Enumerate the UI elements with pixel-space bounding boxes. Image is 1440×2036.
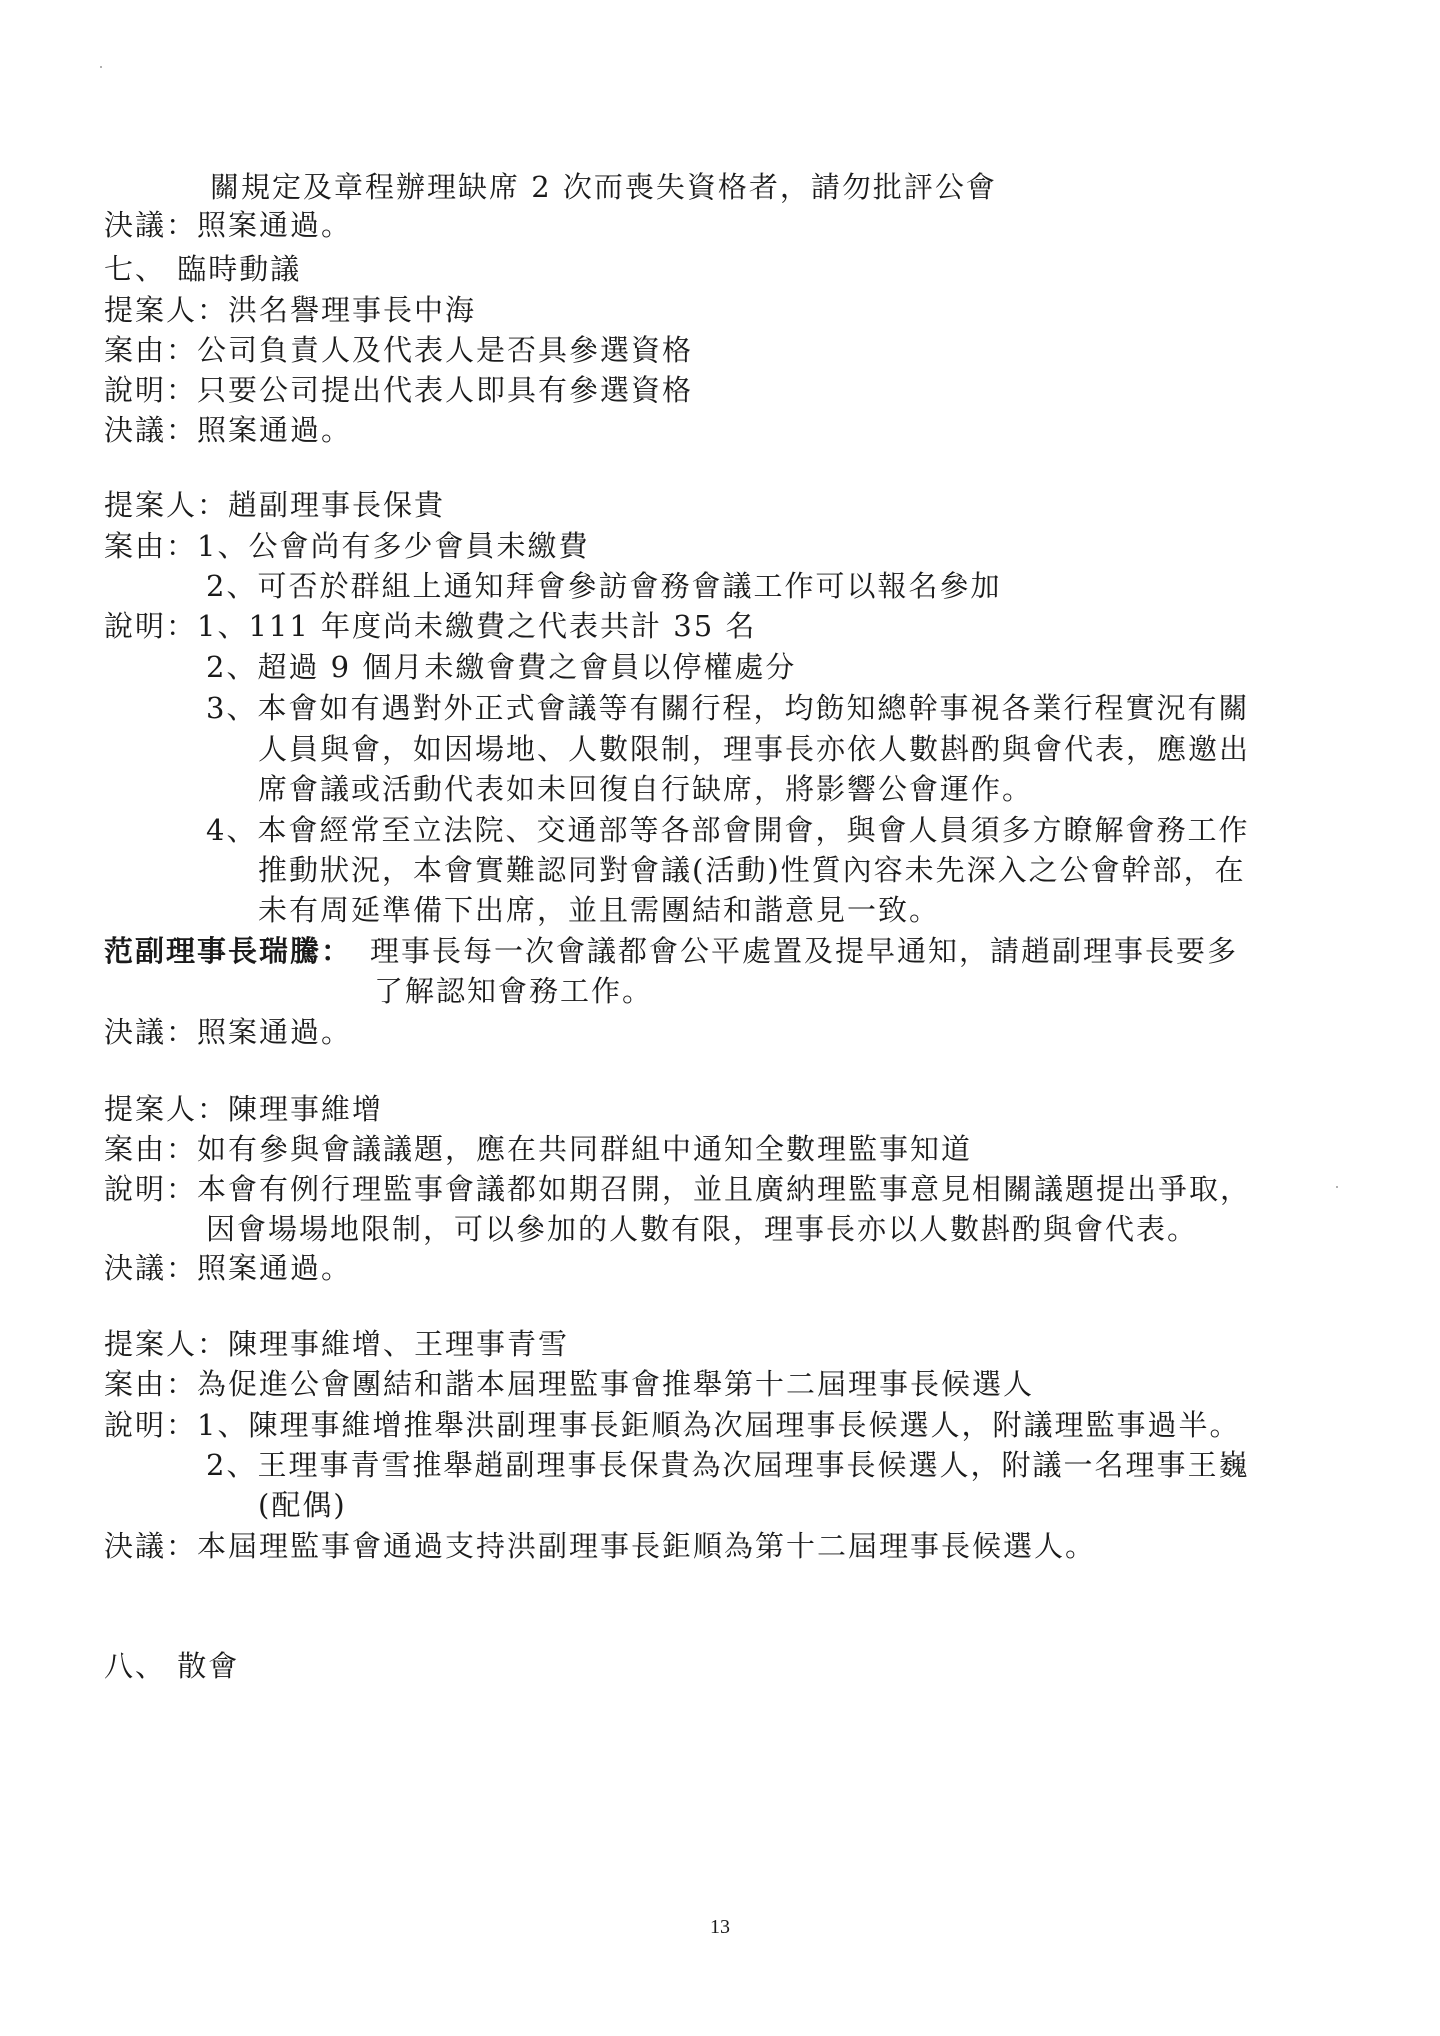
explanation-line: 說明：本會有例行理監事會議都如期召開，並且廣納理監事意見相關議題提出爭取， [104,1172,1252,1206]
explanation-item: 2、超過 9 個月未繳會費之會員以停權處分 [206,650,797,684]
subject-line: 案由：公司負責人及代表人是否具參選資格 [104,333,694,367]
explanation-item: 3、本會如有遇對外正式會議等有關行程，均飭知總幹事視各業行程實況有關 [206,691,1250,725]
resolution-line: 決議：照案通過。 [104,208,353,242]
subject-line: 案由：如有參與會議議題，應在共同群組中通知全數理監事知道 [104,1132,973,1166]
proposer-line: 提案人：洪名譽理事長中海 [104,293,477,327]
explanation-continuation: 未有周延準備下出席，並且需團結和諧意見一致。 [258,893,941,927]
explanation-item: 2、王理事青雪推舉趙副理事長保貴為次屆理事長候選人，附議一名理事王巍 [206,1448,1250,1482]
explanation-continuation: 推動狀況，本會實難認同對會議(活動)性質內容未先深入之公會幹部，在 [258,853,1246,887]
resolution-line: 決議：照案通過。 [104,413,353,447]
page-number: 13 [710,1916,730,1938]
explanation-continuation: 人員與會，如因場地、人數限制，理事長亦依人數斟酌與會代表，應邀出 [258,732,1251,766]
speaker-remark: 理事長每一次會議都會公平處置及提早通知，請趙副理事長要多 [370,934,1239,968]
explanation-line: 說明：只要公司提出代表人即具有參選資格 [104,373,694,407]
explanation-item: 4、本會經常至立法院、交通部等各部會開會，與會人員須多方瞭解會務工作 [206,813,1250,847]
explanation-line: 說明：1、陳理事維增推舉洪副理事長鉅順為次屆理事長候選人，附議理監事過半。 [104,1408,1241,1442]
explanation-continuation: (配偶) [258,1488,347,1522]
section-heading: 八、 散會 [104,1649,240,1683]
proposer-line: 提案人：陳理事維增、王理事青雪 [104,1327,570,1361]
text-line: 關規定及章程辦理缺席 2 次而喪失資格者，請勿批評公會 [210,170,997,204]
explanation-continuation: 因會場場地限制，可以參加的人數有限，理事長亦以人數斟酌與會代表。 [206,1212,1199,1246]
explanation-line: 說明：1、111 年度尚未繳費之代表共計 35 名 [104,609,757,643]
subject-item: 2、可否於群組上通知拜會參訪會務會議工作可以報名參加 [206,569,1002,603]
scan-speck [100,66,102,68]
explanation-continuation: 席會議或活動代表如未回復自行缺席，將影響公會運作。 [258,772,1034,806]
subject-line: 案由：1、公會尚有多少會員未繳費 [104,529,590,563]
speaker-remark-continuation: 了解認知會務工作。 [374,974,654,1008]
proposer-line: 提案人：趙副理事長保貴 [104,488,446,522]
resolution-line: 決議：本屆理監事會通過支持洪副理事長鉅順為第十二屆理事長候選人。 [104,1529,1097,1563]
section-heading: 七、 臨時動議 [104,252,302,286]
proposer-line: 提案人：陳理事維增 [104,1092,384,1126]
subject-line: 案由：為促進公會團結和諧本屆理監事會推舉第十二屆理事長候選人 [104,1367,1035,1401]
speaker-label: 范副理事長瑞騰： [104,934,353,968]
resolution-line: 決議：照案通過。 [104,1015,353,1049]
scan-speck [1336,1186,1338,1188]
resolution-line: 決議：照案通過。 [104,1251,353,1285]
